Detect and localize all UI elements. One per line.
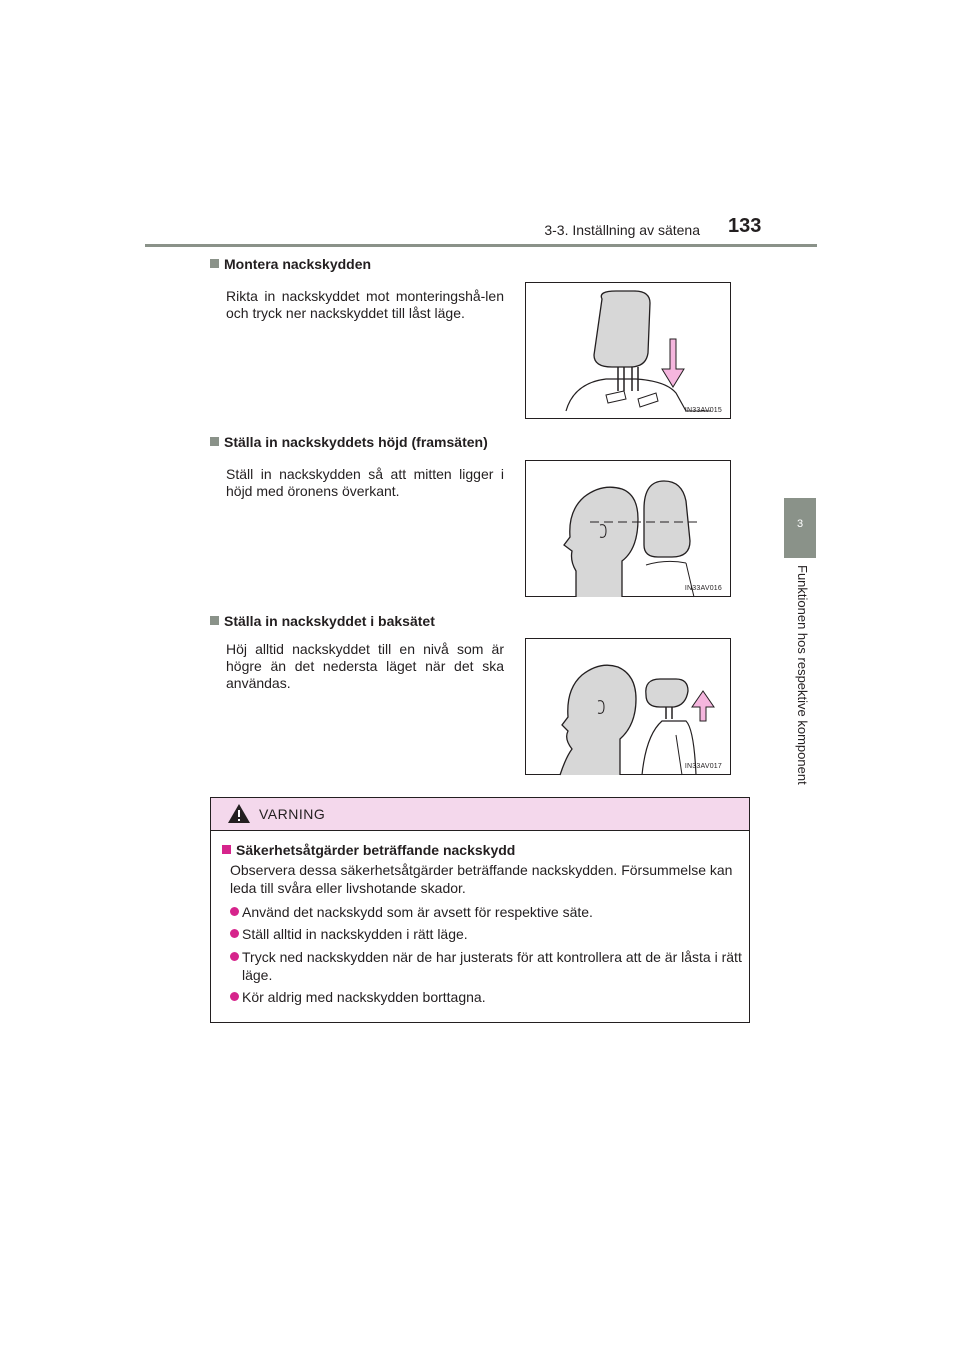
bullet-dot-icon — [230, 907, 239, 916]
warning-bullet: Ställ alltid in nackskydden i rätt läge. — [230, 925, 744, 943]
warning-header — [211, 798, 749, 831]
bullet-dot-icon — [230, 992, 239, 1001]
page-number: 133 — [728, 215, 762, 237]
chapter-number: 3 — [796, 518, 804, 530]
square-bullet-icon — [222, 845, 231, 854]
header-rule — [145, 244, 817, 247]
warning-box — [210, 797, 750, 1023]
bullet-dot-icon — [230, 952, 239, 961]
header-section-title: 3-3. Inställning av sätena — [544, 222, 700, 238]
square-bullet-icon — [210, 437, 219, 446]
square-bullet-icon — [210, 616, 219, 625]
figure-code: IN33AV015 — [684, 407, 722, 414]
section-text: Rikta in nackskyddet mot monteringshå-len och tryck ner nackskyddet till låst läge. — [226, 288, 504, 321]
square-bullet-icon — [210, 259, 219, 268]
section-text: Ställ in nackskydden så att mitten ligger i höjd med öronens överkant. — [226, 466, 504, 499]
section-text: Höj alltid nackskyddet till en nivå som är högre än det nedersta läget när det ska användas. — [226, 641, 504, 691]
figure-code: IN33AV017 — [684, 763, 722, 770]
warning-label: VARNING — [259, 806, 326, 822]
headrest-install-illustration — [526, 283, 732, 420]
chapter-title: Funktionen hos respektive komponent — [795, 565, 810, 785]
warning-bullet: Använd det nackskydd som är avsett för respektive säte. — [230, 903, 744, 921]
headrest-height-rear-illustration — [526, 639, 732, 776]
figure-headrest-install — [525, 282, 731, 419]
figure-code: IN33AV016 — [684, 585, 722, 592]
figure-headrest-height-front — [525, 460, 731, 597]
warning-intro: Observera dessa säkerhetsåtgärder beträffande nackskydden. Försummelse kan leda till svåra eller livshotande skador. — [230, 862, 733, 896]
bullet-dot-icon — [230, 929, 239, 938]
warning-title: Säkerhetsåtgärder beträffande nackskydd — [222, 842, 515, 858]
warning-triangle-icon — [227, 803, 251, 824]
section-heading: Ställa in nackskyddet i baksätet — [210, 613, 435, 629]
warning-bullet: Tryck ned nackskydden när de har justerats för att kontrollera att de är låsta i rätt läge. — [230, 948, 744, 984]
section-heading: Montera nackskydden — [210, 256, 371, 272]
headrest-height-front-illustration — [526, 461, 732, 598]
figure-headrest-height-rear — [525, 638, 731, 775]
section-heading: Ställa in nackskyddets höjd (framsäten) — [210, 434, 488, 450]
warning-bullet: Kör aldrig med nackskydden borttagna. — [230, 988, 744, 1006]
